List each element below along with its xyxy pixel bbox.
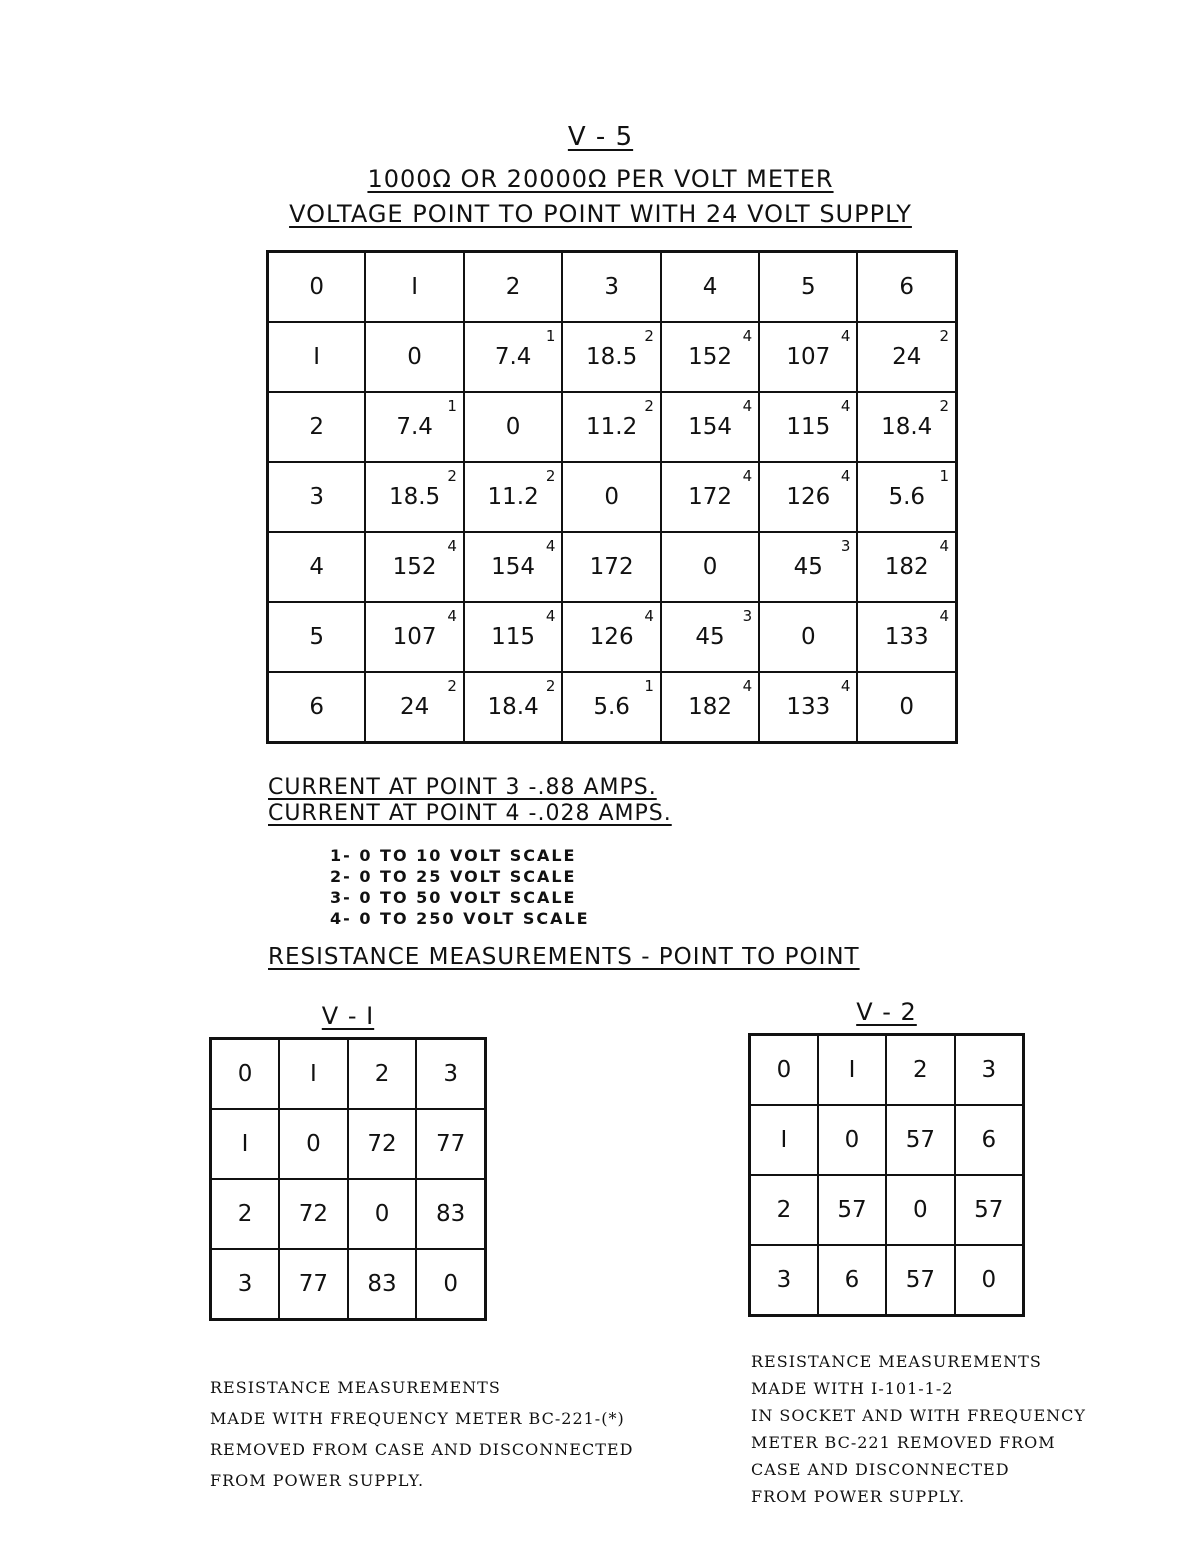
table-cell bbox=[955, 1245, 1024, 1316]
cell-value: 0 bbox=[443, 1271, 458, 1297]
table-cell bbox=[348, 1039, 417, 1110]
note-line: METER BC-221 REMOVED FROM bbox=[751, 1433, 1056, 1452]
note-line: RESISTANCE MEASUREMENTS bbox=[751, 1352, 1042, 1371]
table-cell bbox=[416, 1109, 485, 1179]
cell-value: 24 bbox=[399, 694, 430, 720]
cell-value: 77 bbox=[436, 1131, 466, 1157]
cell-value: 45 bbox=[695, 624, 725, 650]
table-cell bbox=[348, 1109, 417, 1179]
cell-value: 152 bbox=[392, 554, 437, 580]
table-cell bbox=[464, 322, 563, 392]
table-row bbox=[268, 392, 957, 462]
v2-title: V - 2 bbox=[856, 998, 917, 1026]
resistance-heading: RESISTANCE MEASUREMENTS - POINT TO POINT bbox=[268, 944, 860, 970]
table-cell bbox=[818, 1245, 886, 1316]
table-cell bbox=[857, 602, 956, 672]
table-row bbox=[268, 252, 957, 323]
cell-value: 72 bbox=[367, 1131, 397, 1157]
legend-item: 2- 0 TO 25 VOLT SCALE bbox=[330, 867, 577, 886]
table-cell bbox=[279, 1039, 348, 1110]
table-cell bbox=[759, 672, 857, 743]
v1-title: V - I bbox=[321, 1002, 375, 1030]
cell-value: I bbox=[411, 274, 418, 300]
cell-value: 172 bbox=[589, 554, 634, 580]
table-cell bbox=[211, 1249, 280, 1320]
cell-value: 0 bbox=[309, 274, 324, 300]
table-cell bbox=[562, 532, 661, 602]
table-cell bbox=[268, 322, 366, 392]
cell-value: 18.5 bbox=[586, 344, 638, 370]
table-cell bbox=[562, 392, 661, 462]
scale-marker: 1 bbox=[939, 467, 949, 485]
table-cell bbox=[348, 1179, 417, 1249]
cell-value: 57 bbox=[905, 1127, 935, 1153]
table-cell bbox=[365, 322, 464, 392]
table-cell bbox=[750, 1175, 818, 1245]
scale-marker: 2 bbox=[939, 397, 949, 415]
scale-marker: 4 bbox=[447, 537, 457, 555]
cell-value: 83 bbox=[367, 1271, 397, 1297]
table-cell bbox=[886, 1035, 954, 1106]
table-cell bbox=[886, 1105, 954, 1175]
cell-value: 5.6 bbox=[593, 694, 630, 720]
table-cell bbox=[268, 532, 366, 602]
legend-item: 1- 0 TO 10 VOLT SCALE bbox=[330, 846, 577, 865]
cell-value: 154 bbox=[688, 414, 732, 440]
table-cell bbox=[279, 1109, 348, 1179]
cell-value: 133 bbox=[884, 624, 929, 650]
scale-marker: 2 bbox=[644, 397, 654, 415]
table-cell bbox=[759, 252, 857, 323]
cell-value: 3 bbox=[981, 1057, 997, 1083]
v5-voltage-table bbox=[266, 250, 958, 744]
cell-value: 182 bbox=[688, 694, 732, 720]
cell-value: 3 bbox=[237, 1271, 253, 1297]
meter-heading: 1000Ω OR 20000Ω PER VOLT METER bbox=[367, 165, 834, 193]
table-cell bbox=[661, 532, 759, 602]
cell-value: 3 bbox=[776, 1267, 792, 1293]
table-cell bbox=[348, 1249, 417, 1320]
table-cell bbox=[759, 322, 857, 392]
scale-marker: 4 bbox=[742, 467, 753, 485]
cell-value: 4 bbox=[309, 554, 324, 580]
table-cell bbox=[857, 462, 956, 532]
table-row bbox=[750, 1105, 1024, 1175]
table-row bbox=[750, 1245, 1024, 1316]
cell-value: 133 bbox=[786, 694, 831, 720]
cell-value: 57 bbox=[974, 1197, 1004, 1223]
cell-value: 57 bbox=[837, 1197, 867, 1223]
table-row bbox=[211, 1179, 486, 1249]
table-cell bbox=[268, 602, 366, 672]
cell-value: I bbox=[780, 1127, 788, 1153]
cell-value: 172 bbox=[688, 484, 732, 510]
table-row bbox=[268, 462, 957, 532]
scale-marker: 4 bbox=[939, 607, 949, 625]
table-row bbox=[211, 1109, 486, 1179]
table-cell bbox=[211, 1109, 280, 1179]
table-cell bbox=[416, 1039, 485, 1110]
cell-value: I bbox=[241, 1131, 249, 1157]
table-cell bbox=[857, 392, 956, 462]
cell-value: 3 bbox=[443, 1061, 458, 1087]
cell-value: 7.4 bbox=[494, 344, 532, 370]
table-cell bbox=[750, 1245, 818, 1316]
note-line: IN SOCKET AND WITH FREQUENCY bbox=[751, 1406, 1086, 1425]
table-cell bbox=[464, 602, 563, 672]
table-cell bbox=[818, 1035, 886, 1106]
scale-marker: 3 bbox=[742, 607, 753, 625]
table-cell bbox=[818, 1105, 886, 1175]
table-row bbox=[268, 322, 957, 392]
cell-value: 5.6 bbox=[888, 484, 926, 510]
cell-value: 18.4 bbox=[881, 414, 933, 440]
cell-value: 11.2 bbox=[487, 484, 539, 510]
cell-value: 0 bbox=[407, 344, 422, 370]
table-cell bbox=[464, 532, 563, 602]
scale-marker: 4 bbox=[545, 607, 556, 625]
note-left bbox=[210, 1372, 633, 1496]
table-cell bbox=[750, 1105, 818, 1175]
table-cell bbox=[268, 252, 366, 323]
cell-value: 0 bbox=[776, 1057, 792, 1083]
cell-value: 0 bbox=[604, 484, 619, 510]
cell-value: 0 bbox=[374, 1201, 390, 1227]
table-row bbox=[268, 672, 957, 743]
note-line: MADE WITH FREQUENCY METER BC-221-(*) bbox=[210, 1409, 625, 1428]
table-cell bbox=[661, 462, 759, 532]
cell-value: 3 bbox=[309, 484, 324, 510]
scale-marker: 2 bbox=[644, 327, 654, 345]
table-row bbox=[211, 1039, 486, 1110]
table-cell bbox=[857, 322, 956, 392]
note-line: FROM POWER SUPPLY. bbox=[210, 1471, 425, 1490]
cell-value: 2 bbox=[237, 1201, 253, 1227]
table-cell bbox=[268, 462, 366, 532]
table-cell bbox=[857, 672, 956, 743]
scale-marker: 4 bbox=[939, 537, 949, 555]
cell-value: 0 bbox=[702, 554, 718, 580]
cell-value: 152 bbox=[688, 344, 732, 370]
cell-value: 7.4 bbox=[396, 414, 433, 440]
cell-value: 2 bbox=[309, 414, 324, 440]
cell-value: 5 bbox=[309, 624, 324, 650]
scale-marker: 4 bbox=[840, 467, 851, 485]
cell-value: 0 bbox=[913, 1197, 928, 1223]
note-line: FROM POWER SUPPLY. bbox=[751, 1487, 966, 1506]
table-cell bbox=[955, 1035, 1024, 1106]
cell-value: 4 bbox=[702, 274, 718, 300]
current-point-4: CURRENT AT POINT 4 -.028 AMPS. bbox=[268, 801, 672, 826]
current-point-3: CURRENT AT POINT 3 -.88 AMPS. bbox=[268, 775, 657, 800]
table-cell bbox=[759, 602, 857, 672]
cell-value: I bbox=[848, 1057, 856, 1083]
table-cell bbox=[750, 1035, 818, 1106]
table-cell bbox=[365, 252, 464, 323]
cell-value: 2 bbox=[374, 1061, 390, 1087]
cell-value: 107 bbox=[392, 624, 437, 650]
table-cell bbox=[562, 322, 661, 392]
scale-marker: 3 bbox=[840, 537, 851, 555]
table-cell bbox=[464, 252, 563, 323]
note-line: MADE WITH I-101-1-2 bbox=[751, 1379, 954, 1398]
note-line: REMOVED FROM CASE AND DISCONNECTED bbox=[210, 1440, 634, 1459]
note-line: RESISTANCE MEASUREMENTS bbox=[210, 1378, 501, 1397]
scale-legend bbox=[330, 845, 590, 929]
scale-marker: 2 bbox=[545, 467, 556, 485]
scale-marker: 4 bbox=[840, 677, 851, 695]
cell-value: 3 bbox=[604, 274, 619, 300]
cell-value: 0 bbox=[800, 624, 816, 650]
table-cell bbox=[562, 672, 661, 743]
scale-marker: 4 bbox=[447, 607, 457, 625]
table-cell bbox=[759, 462, 857, 532]
cell-value: 0 bbox=[237, 1061, 253, 1087]
cell-value: 126 bbox=[786, 484, 831, 510]
table-cell bbox=[211, 1039, 280, 1110]
table-cell bbox=[759, 392, 857, 462]
page-title: V - 5 bbox=[567, 122, 634, 152]
cell-value: 57 bbox=[905, 1267, 935, 1293]
cell-value: I bbox=[313, 344, 321, 370]
table-row bbox=[750, 1175, 1024, 1245]
cell-value: 72 bbox=[298, 1201, 329, 1227]
cell-value: 0 bbox=[505, 414, 521, 440]
cell-value: 6 bbox=[899, 274, 915, 300]
cell-value: 154 bbox=[491, 554, 536, 580]
cell-value: 115 bbox=[491, 624, 536, 650]
table-cell bbox=[955, 1175, 1024, 1245]
scale-marker: 2 bbox=[447, 677, 457, 695]
table-row bbox=[211, 1249, 486, 1320]
scale-marker: 4 bbox=[840, 327, 851, 345]
table-cell bbox=[759, 532, 857, 602]
scale-marker: 4 bbox=[545, 537, 556, 555]
table-cell bbox=[661, 252, 759, 323]
table-cell bbox=[857, 252, 956, 323]
cell-value: 45 bbox=[793, 554, 823, 580]
scale-marker: 1 bbox=[644, 677, 654, 695]
table-cell bbox=[562, 252, 661, 323]
scale-marker: 4 bbox=[840, 397, 851, 415]
table-cell bbox=[464, 672, 563, 743]
cell-value: 77 bbox=[298, 1271, 329, 1297]
table-cell bbox=[365, 462, 464, 532]
cell-value: 107 bbox=[786, 344, 831, 370]
cell-value: 18.4 bbox=[487, 694, 539, 720]
cell-value: 6 bbox=[981, 1127, 997, 1153]
table-cell bbox=[365, 532, 464, 602]
cell-value: 0 bbox=[899, 694, 915, 720]
table-cell bbox=[661, 602, 759, 672]
table-cell bbox=[661, 672, 759, 743]
legend-item: 4- 0 TO 250 VOLT SCALE bbox=[330, 909, 590, 928]
scale-marker: 4 bbox=[742, 677, 753, 695]
scale-marker: 2 bbox=[447, 467, 457, 485]
table-cell bbox=[211, 1179, 280, 1249]
cell-value: 2 bbox=[776, 1197, 792, 1223]
scale-marker: 1 bbox=[447, 397, 457, 415]
table-cell bbox=[279, 1249, 348, 1320]
scale-marker: 2 bbox=[939, 327, 949, 345]
cell-value: 126 bbox=[589, 624, 634, 650]
v2-resistance-table bbox=[748, 1033, 1025, 1317]
cell-value: 83 bbox=[436, 1201, 466, 1227]
scale-marker: 4 bbox=[644, 607, 654, 625]
table-cell bbox=[365, 672, 464, 743]
table-cell bbox=[268, 392, 366, 462]
table-cell bbox=[416, 1249, 485, 1320]
table-cell bbox=[365, 602, 464, 672]
table-cell bbox=[464, 462, 563, 532]
table-cell bbox=[661, 392, 759, 462]
cell-value: 6 bbox=[844, 1267, 860, 1293]
cell-value: 0 bbox=[844, 1127, 860, 1153]
table-row bbox=[268, 532, 957, 602]
table-cell bbox=[886, 1175, 954, 1245]
cell-value: 0 bbox=[981, 1267, 997, 1293]
cell-value: 115 bbox=[786, 414, 831, 440]
cell-value: 2 bbox=[913, 1057, 928, 1083]
table-cell bbox=[955, 1105, 1024, 1175]
scale-marker: 1 bbox=[545, 327, 556, 345]
table-cell bbox=[562, 602, 661, 672]
scale-marker: 4 bbox=[742, 397, 753, 415]
scale-marker: 4 bbox=[742, 327, 753, 345]
table-cell bbox=[886, 1245, 954, 1316]
cell-value: 18.5 bbox=[388, 484, 441, 510]
legend-item: 3- 0 TO 50 VOLT SCALE bbox=[330, 888, 577, 907]
table-cell bbox=[661, 322, 759, 392]
table-cell bbox=[365, 392, 464, 462]
table-cell bbox=[279, 1179, 348, 1249]
table-cell bbox=[818, 1175, 886, 1245]
table-row bbox=[268, 602, 957, 672]
note-line: CASE AND DISCONNECTED bbox=[751, 1460, 1010, 1479]
table-row bbox=[750, 1035, 1024, 1106]
table-cell bbox=[416, 1179, 485, 1249]
table-cell bbox=[562, 462, 661, 532]
note-right bbox=[751, 1348, 1086, 1510]
cell-value: 11.2 bbox=[586, 414, 638, 440]
cell-value: 2 bbox=[505, 274, 521, 300]
table-cell bbox=[857, 532, 956, 602]
cell-value: 6 bbox=[309, 694, 324, 720]
table-cell bbox=[268, 672, 366, 743]
scale-marker: 2 bbox=[545, 677, 556, 695]
supply-heading: VOLTAGE POINT TO POINT WITH 24 VOLT SUPPLY bbox=[289, 200, 912, 228]
cell-value: 5 bbox=[800, 274, 816, 300]
cell-value: 182 bbox=[884, 554, 929, 580]
table-cell bbox=[464, 392, 563, 462]
cell-value: 0 bbox=[306, 1131, 321, 1157]
cell-value: 24 bbox=[892, 344, 922, 370]
v1-resistance-table bbox=[209, 1037, 487, 1321]
cell-value: I bbox=[310, 1061, 317, 1087]
